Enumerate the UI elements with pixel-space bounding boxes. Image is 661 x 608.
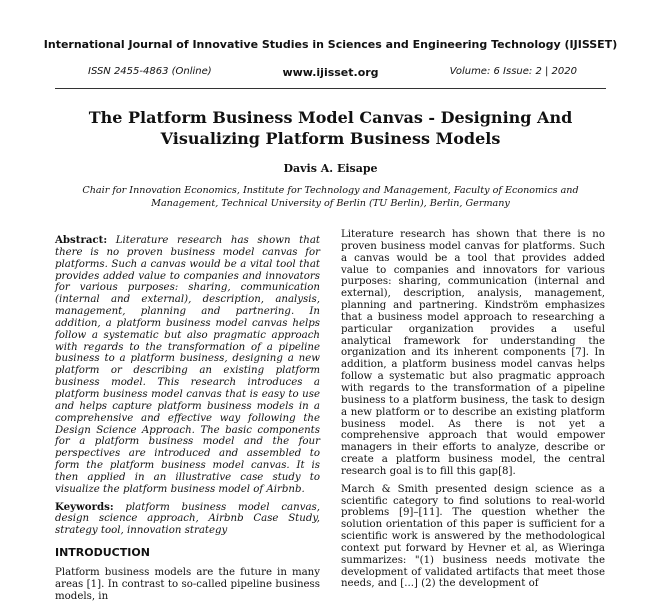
volume-issue: Volume: 6 Issue: 2 | 2020 (449, 66, 577, 77)
issn: ISSN 2455-4863 (Online) (88, 66, 212, 77)
right-paragraph-2: March & Smith presented design science as a scientific category to find solutions to real-world problems [9]–[11]. The question whether the solution orientation of this paper is sufficient for a scientific work is answered by the methodological context put forward by Hevner et al, as Wieringa summarizes: "(1) business needs motivate the development of validated artifacts that meet those needs, and [...] (2) the development of (341, 483, 605, 590)
abstract-label: Abstract: (55, 234, 108, 246)
journal-website: www.ijisset.org (282, 66, 379, 79)
abstract-text: Literature research has shown that there is no proven business model canvas for platforms. Such a canvas would be a vital tool that provides added value to companies and innovators for various purposes: sharing, communication (internal and external), description, analysis, management, planning and partnering. In addition, a platform business model canvas helps follow a systematic but also pragmatic approach with regards to the transformation of a pipeline business to a platform business, designing a new platform or describing an existing platform business model. This research introduces a platform business model canvas that is easy to use and helps capture platform business models in a comprehensive and effective way following the Design Science Approach. The basic components for a platform business model and the four perspectives are introduced and assembled to form the platform business model canvas. It is then applied in an illustrative case study to visualize the platform business model of Airbnb. (55, 235, 320, 495)
header-divider (55, 88, 606, 89)
keywords (55, 502, 320, 538)
introduction-heading: INTRODUCTION (55, 546, 150, 560)
keywords-label: Keywords: (55, 500, 114, 513)
keywords-text: platform business model canvas, design science approach, Airbnb Case Study, strategy tool, innovation strategy (55, 501, 320, 537)
introduction-text: Platform business models are the future in many areas [1]. In contrast to so-called pipeline business models, in (55, 566, 320, 602)
right-column (341, 229, 605, 596)
journal-name: International Journal of Innovative Studies in Sciences and Engineering Technology (IJISSET) (43, 38, 618, 51)
right-paragraph-1: Literature research has shown that there is no proven business model canvas for platforms. Such a canvas would be a tool that provides added value to companies and innovators for various purposes: sharing, communication (internal and external), description, analysis, management, planning and partnering. Kindström emphasizes that a business model approach to researching a particular organization provides a useful analytical framework for understanding the organization and its inherent components [7]. In addition, a platform business model canvas helps follow a systematic but also pragmatic approach with regards to the transformation of a pipeline business to a platform business, the task to design a new platform or to describe an existing platform business model. As there is not yet a comprehensive approach that would empower managers in their efforts to analyze, describe or create a platform business model, the central research goal is to fill this gap[8]. (341, 229, 605, 477)
paper-title: The Platform Business Model Canvas - Designing And Visualizing Platform Business Models (88, 108, 573, 148)
abstract (55, 235, 320, 496)
author-name: Davis A. Eisape (283, 162, 378, 175)
left-column (55, 235, 320, 608)
author-affiliation: Chair for Innovation Economics, Institute for Technology and Management, Faculty of Economics and Management, Technical University of Berlin (TU Berlin), Berlin, Germany (82, 185, 579, 209)
